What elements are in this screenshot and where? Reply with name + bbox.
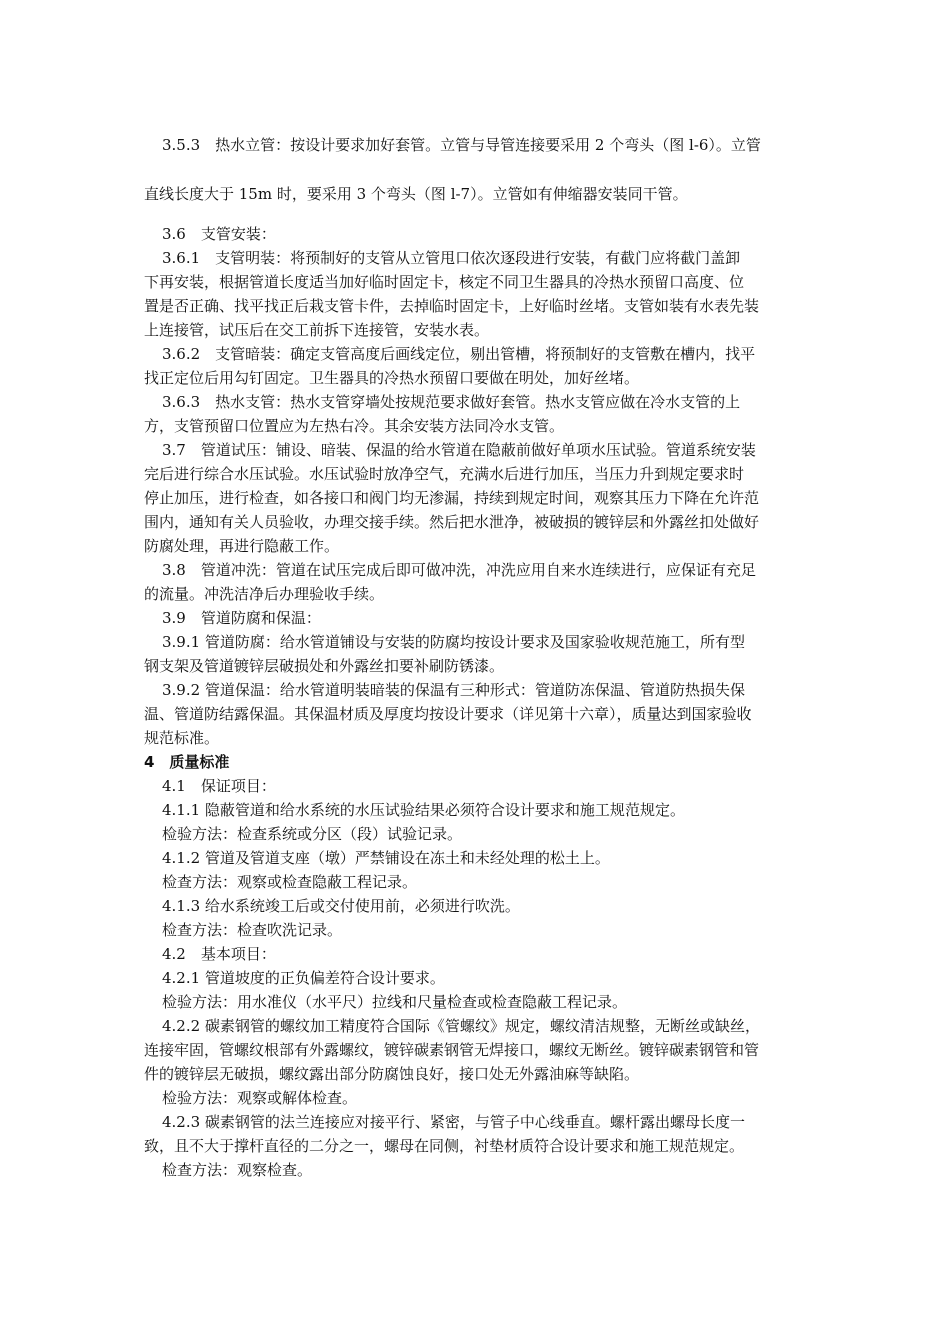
text-line: 温、管道防结露保温。其保温材质及厚度均按设计要求（详见第十六章），质量达到国家验收 (144, 705, 752, 723)
text-line: 上连接管，试压后在交工前拆下连接管，安装水表。 (144, 321, 490, 339)
text-line: 检查方法：观察或检查隐蔽工程记录。 (162, 873, 418, 891)
text-line: 检验方法：检查系统或分区（段）试验记录。 (162, 825, 463, 843)
text-line: 检验方法：观察或解体检查。 (162, 1089, 358, 1107)
text-line: 下再安装，根据管道长度适当加好临时固定卡，核定不同卫生器具的冷热水预留口高度、位 (144, 273, 745, 291)
text-line: 停止加压，进行检查，如各接口和阀门均无渗漏，持续到规定时间，观察其压力下降在允许范 (144, 489, 760, 507)
text-line: 3.6.1 支管明装：将预制好的支管从立管甩口依次逐段进行安装，有截门应将截门盖卸 (162, 249, 741, 267)
section-heading-4-2: 4.2 基本项目： (162, 945, 276, 963)
text-line: 的流量。冲洗洁净后办理验收手续。 (144, 585, 385, 603)
text-line: 3.8 管道冲洗：管道在试压完成后即可做冲洗，冲洗应用自来水连续进行，应保证有充足 (162, 561, 756, 579)
text-line: 3.9.2 管道保温：给水管道明装暗装的保温有三种形式：管道防冻保温、管道防热损失保 (162, 681, 745, 699)
text-line: 4.1.1 隐蔽管道和给水系统的水压试验结果必须符合设计要求和施工规范规定。 (162, 801, 685, 819)
chapter-heading-4: 4 质量标准 (144, 753, 230, 771)
text-line: 连接牢固，管螺纹根部有外露螺纹，镀锌碳素钢管无焊接口，螺纹无断丝。镀锌碳素钢管和管 (144, 1041, 760, 1059)
body-block (144, 222, 808, 1182)
text-line: 3.9.1 管道防腐：给水管道铺设与安装的防腐均按设计要求及国家验收规范施工，所有型 (162, 633, 745, 651)
text-line: 围内，通知有关人员验收，办理交接手续。然后把水泄净，被破损的镀锌层和外露丝扣处做好 (144, 513, 760, 531)
text-line: 直线长度大于 15m 时，要采用 3 个弯头（图 l-7）。立管如有伸缩器安装同干管。 (144, 185, 688, 203)
text-line: 4.2.2 碳素钢管的螺纹加工精度符合国际《管螺纹》规定，螺纹清洁规整，无断丝或缺丝， (162, 1017, 760, 1035)
text-line: 钢支架及管道镀锌层破损处和外露丝扣要补刷防锈漆。 (144, 657, 505, 675)
text-line: 3.5.3 热水立管：按设计要求加好套管。立管与导管连接要采用 2 个弯头（图 l-6）。立管 (162, 136, 761, 154)
text-line: 3.7 管道试压：铺设、暗装、保温的给水管道在隐蔽前做好单项水压试验。管道系统安装 (162, 441, 756, 459)
text-line: 规范标准。 (144, 729, 220, 747)
paragraph-3-5-3-cont (144, 182, 808, 206)
text-line: 防腐处理，再进行隐蔽工作。 (144, 537, 340, 555)
paragraph-3-5-3 (144, 133, 808, 157)
text-line: 检查方法：观察检查。 (162, 1161, 313, 1179)
text-line: 方，支管预留口位置应为左热右冷。其余安装方法同冷水支管。 (144, 417, 565, 435)
text-line: 3.6.2 支管暗装：确定支管高度后画线定位，剔出管槽，将预制好的支管敷在槽内，找平 (162, 345, 756, 363)
text-line: 4.2.1 管道坡度的正负偏差符合设计要求。 (162, 969, 445, 987)
text-line: 4.1.3 给水系统竣工后或交付使用前，必须进行吹洗。 (162, 897, 520, 915)
text-line: 检查方法：检查吹洗记录。 (162, 921, 343, 939)
text-line: 件的镀锌层无破损，螺纹露出部分防腐蚀良好，接口处无外露油麻等缺陷。 (144, 1065, 640, 1083)
text-line: 检验方法：用水准仪（水平尺）拉线和尺量检查或检查隐蔽工程记录。 (162, 993, 628, 1011)
section-heading-3-6: 3.6 支管安装： (162, 225, 276, 243)
text-line: 3.6.3 热水支管：热水支管穿墙处按规范要求做好套管。热水支管应做在冷水支管的上 (162, 393, 741, 411)
text-line: 完后进行综合水压试验。水压试验时放净空气，充满水后进行加压，当压力升到规定要求时 (144, 465, 745, 483)
section-heading-4-1: 4.1 保证项目： (162, 777, 276, 795)
text-line: 致，且不大于撑杆直径的二分之一，螺母在同侧，衬垫材质符合设计要求和施工规范规定。 (144, 1137, 745, 1155)
text-line: 4.1.2 管道及管道支座（墩）严禁铺设在冻土和未经处理的松土上。 (162, 849, 610, 867)
text-line: 找正定位后用勾钉固定。卫生器具的冷热水预留口要做在明处，加好丝堵。 (144, 369, 640, 387)
text-line: 置是否正确、找平找正后栽支管卡件，去掉临时固定卡，上好临时丝堵。支管如装有水表先装 (144, 297, 760, 315)
text-line: 4.2.3 碳素钢管的法兰连接应对接平行、紧密，与管子中心线垂直。螺杆露出螺母长度一 (162, 1113, 745, 1131)
section-heading-3-9: 3.9 管道防腐和保温： (162, 609, 321, 627)
